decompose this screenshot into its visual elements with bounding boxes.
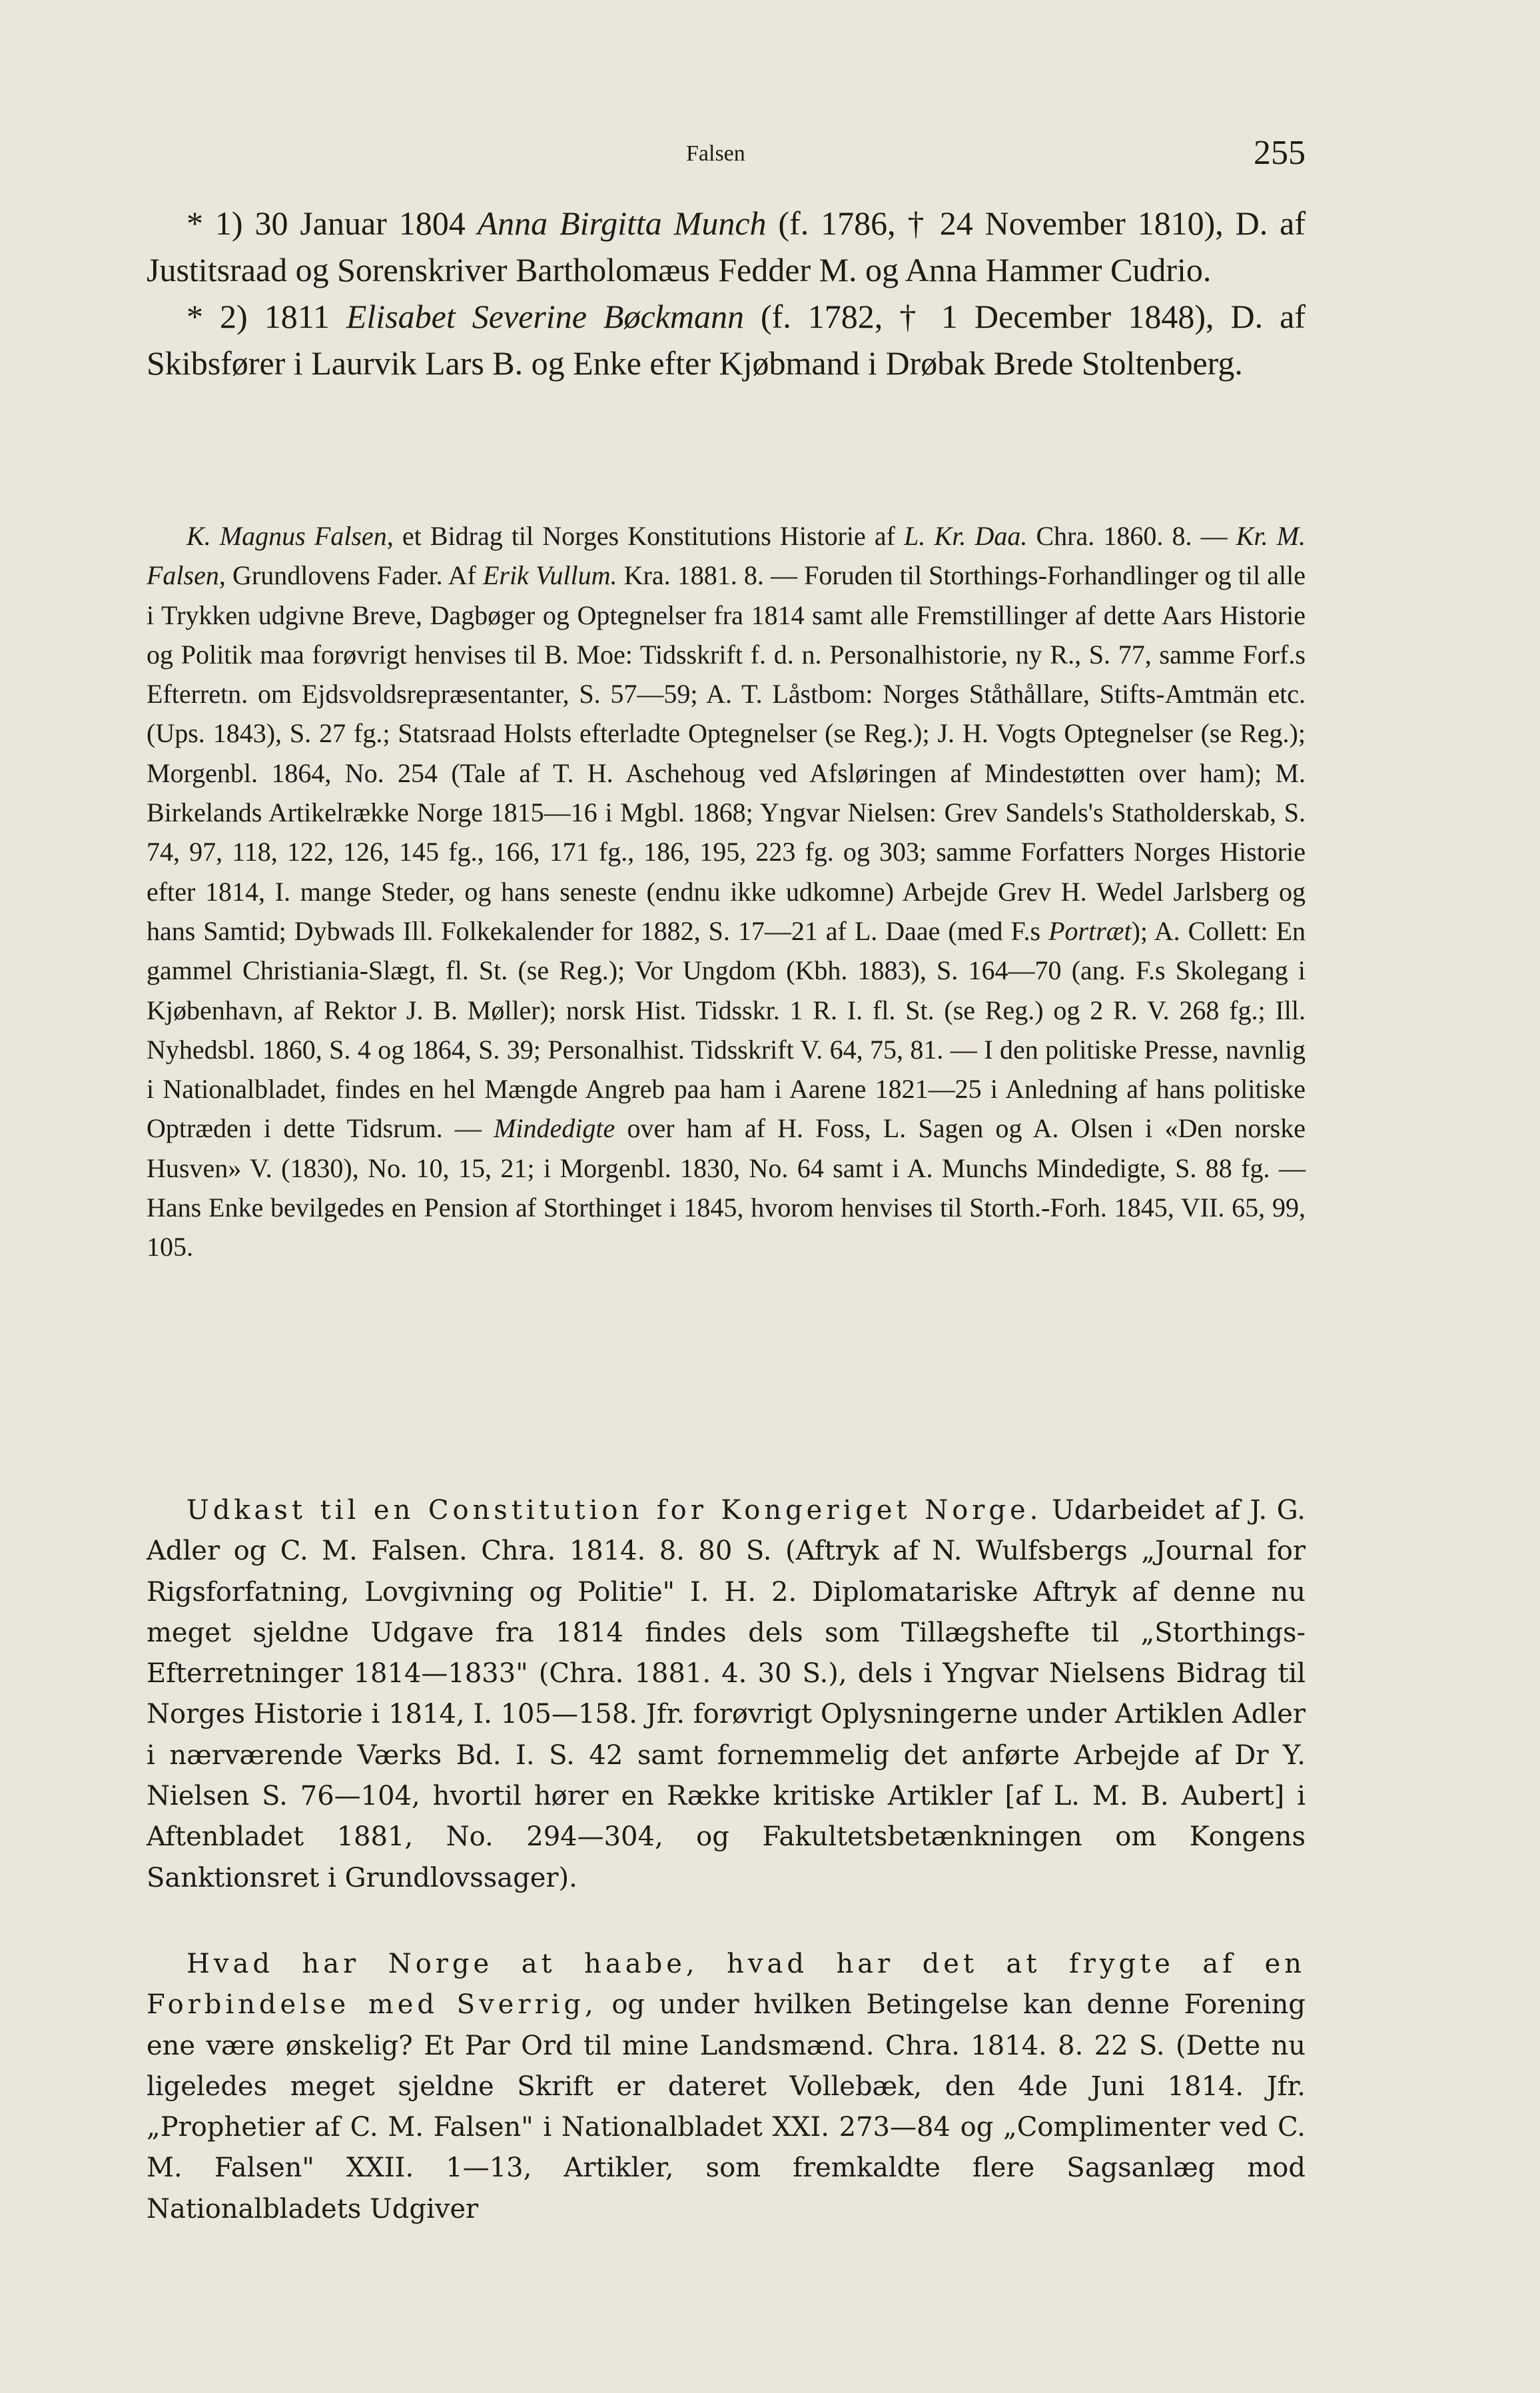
work-entry-1 <box>147 1490 1306 1899</box>
reference-text: Kra. 1881. 8. — Foruden til Storthings-Forhandlinger og til alle i Trykken udgivne Breve, Dagbøger og Optegnelser fra 1814 samt alle Fremstillinger af dette Aars Historie og Politik maa forøvrigt henvises til B. Moe: Tidsskrift f. d. n. Personalhistorie, ny R., S. 77, samme Forf.s Efterretn. om Ejdsvoldsrepræsentanter, S. 57—59; A. T. Låstbom: Norges Ståthållare, Stifts-Amtmän etc. (Ups. 1843), S. 27 fg.; Statsraad Holsts efterladte Optegnelser (se Reg.); J. H. Vogts Optegnelser (se Reg.); Morgenbl. 1864, No. 254 (Tale af T. H. Aschehoug ved Afsløringen af Mindestøtten over ham); M. Birkelands Artikelrække Norge 1815—16 i Mgbl. 1868; Yngvar Nielsen: Grev Sandels's Statholderskab, S. 74, 97, 118, 122, 126, 145 fg., 166, 171 fg., 186, 195, 223 fg. og 303; samme Forfatters Norges Historie efter 1814, I. mange Steder, og hans seneste (endnu ikke udkomne) Arbejde Grev H. Wedel Jarlsberg og hans Samtid; Dybwads Ill. Folkekalender for 1882, S. 17—21 af L. Daae (med F.s <box>147 560 1306 946</box>
marriage-entries <box>147 200 1306 386</box>
marriage-details: (f. 1786, † 24 November 1810), D. af Justitsraad og Sorenskriver Bartholomæus Fedder M. og Anna Hammer Cudrio. <box>147 205 1306 288</box>
work-title: Udkast til en Constitution for Kongeriget Norge. <box>187 1495 1042 1526</box>
spouse-name: Anna Birgitta Munch <box>477 205 767 242</box>
reference-text: Chra. 1860. 8. — <box>1027 521 1236 551</box>
reference-author: Kr. M. Falsen <box>147 521 1306 591</box>
marriage-entry-2 <box>147 293 1306 386</box>
marriage-mark: * 1) 30 Januar 1804 <box>187 205 478 242</box>
running-head: Falsen <box>686 141 745 166</box>
reference-editor: L. Kr. Daa. <box>904 521 1028 551</box>
work-entry-2 <box>147 1944 1306 2230</box>
work-description: og under hvilken Betingelse kan denne Forening ene være ønskelig? Et Par Ord til mine Landsmænd. Chra. 1814. 8. 22 S. (Dette nu ligeledes meget sjeldne Skrift er dateret Vollebæk, den 4de Juni 1814. Jfr. „Prophetier af C. M. Falsen" i Nationalbladet XXI. 273—84 og „Complimenter ved C. M. Falsen" XXII. 1—13, Artikler, som fremkaldte flere Sagsanlæg mod Nationalbladets Udgiver <box>147 1989 1306 2224</box>
reference-text: , et Bidrag til Norges Konstitutions Historie af <box>386 521 905 551</box>
work-description: Udarbeidet af J. G. Adler og C. M. Falsen. Chra. 1814. 8. 80 S. (Aftryk af N. Wulfsbergs „Journal for Rigsforfatning, Lovgivning og Politie" I. H. 2. Diplomatariske Aftryk af denne nu meget sjeldne Udgave fra 1814 findes dels som Tillægshefte til „Storthings-Efterretninger 1814—1833" (Chra. 1881. 4. 30 S.), dels i Yngvar Nielsens Bidrag til Norges Historie i 1814, I. 105—158. Jfr. forøvrigt Oplysningerne under Artiklen Adler i nærværende Værks Bd. I. S. 42 samt fornemmelig det anførte Arbejde af Dr Y. Nielsen S. 76—104, hvortil hører en Række kritiske Artikler [af L. M. B. Aubert] i Aftenbladet 1881, No. 294—304, og Fakultetsbetænkningen om Kongens Sanktionsret i Grundlovssager). <box>147 1495 1306 1893</box>
references-paragraph <box>147 516 1306 1267</box>
marriage-details: (f. 1782, † 1 December 1848), D. af Skibsfører i Laurvik Lars B. og Enke efter Kjøbmand i Drøbak Brede Stoltenberg. <box>147 298 1306 382</box>
page-number: 255 <box>1254 134 1306 172</box>
marriage-mark: * 2) 1811 <box>187 298 346 335</box>
reference-editor: Erik Vullum. <box>482 560 617 591</box>
reference-portraet: Portræt <box>1048 915 1132 946</box>
marriage-entry-1 <box>147 200 1306 293</box>
reference-text: , Grundlovens Fader. Af <box>218 560 483 591</box>
reference-text: ); A. Collett: En gammel Christiania-Slægt, fl. St. (se Reg.); Vor Ungdom (Kbh. 1883), S. 164—70 (ang. F.s Skolegang i Kjøbenhavn, af Rektor J. B. Møller); norsk Hist. Tidsskr. 1 R. I. fl. St. (se Reg.) og 2 R. V. 268 fg.; Ill. Nyhedsbl. 1860, S. 4 og 1864, S. 39; Personalhist. Tidsskrift V. 64, 75, 81. — I den politiske Presse, navnlig i Nationalbladet, findes en hel Mængde Angreb paa ham i Aarene 1821—25 i Anledning af hans politiske Optræden i dette Tidsrum. — <box>147 915 1306 1144</box>
reference-mindedigte: Mindedigte <box>494 1113 615 1144</box>
spouse-name: Elisabet Severine Bøckmann <box>346 298 744 335</box>
page-header <box>147 133 1306 187</box>
reference-author: K. Magnus Falsen <box>187 521 387 551</box>
work-title: Hvad har Norge at haabe, hvad har det at frygte af en Forbindelse med Sverrig, <box>147 1949 1306 2021</box>
reference-text: over ham af H. Foss, L. Sagen og A. Olsen i «Den norske Husven» V. (1830), No. 10, 15, 21; i Morgenbl. 1830, No. 64 samt i A. Munchs Mindedigte, S. 88 fg. — Hans Enke bevilgedes en Pension af Storthinget i 1845, hvorom henvises til Storth.-Forh. 1845, VII. 65, 99, 105. <box>147 1113 1306 1262</box>
